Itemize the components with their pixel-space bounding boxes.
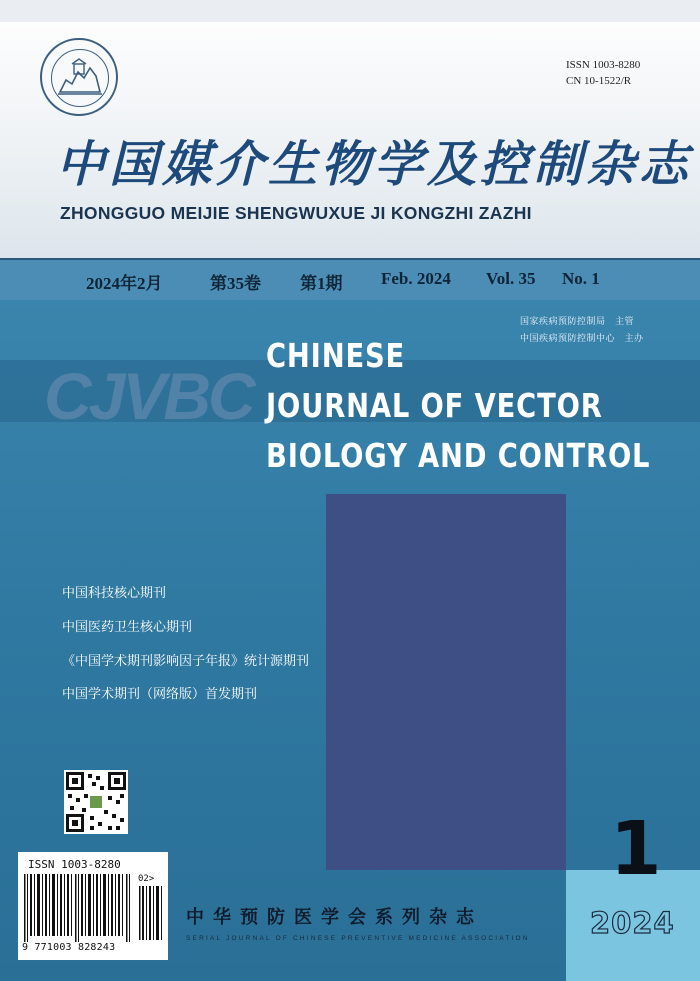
barcode-digits: 9 771003 828243 [22,942,116,953]
journal-title-pinyin: ZHONGGUO MEIJIE SHENGWUXUE JI KONGZHI ZAZHI [60,203,532,223]
journal-title-english-line3: BIOLOGY AND CONTROL [266,436,651,475]
top-strip [0,0,700,22]
cjvbc-watermark: CJVBC [44,359,253,433]
issue-year: 2024 [590,906,675,940]
barcode-issn: ISSN 1003-8280 [28,858,121,871]
journal-title-english-line1: CHINESE [266,336,406,375]
issue-volume-cn: 第35卷 [210,274,261,293]
issue-date-cn: 2024年2月 [86,274,163,293]
masthead [0,0,700,258]
issue-number: 1 [610,806,662,892]
issue-date-en: Feb. 2024 [381,269,451,288]
issn-cn-block [566,57,640,89]
issue-volume-en: Vol. 35 [486,269,536,288]
issn-small: ISSN 1003-8280 [566,59,641,71]
journal-title-english-line2: JOURNAL OF VECTOR [266,386,603,425]
series-title-english: SERIAL JOURNAL OF CHINESE PREVENTIVE MEDICINE ASSOCIATION [186,935,530,942]
barcode-addon: 02> [138,874,155,884]
qr-code [64,770,128,834]
barcode-bars [22,874,134,942]
feature-item: 中国学术期刊（网络版）首发期刊 [62,686,258,701]
feature-item: 中国医药卫生核心期刊 [62,619,193,634]
issue-number-cn: 第1期 [300,274,343,293]
issue-number-en: No. 1 [562,269,600,288]
sponsor-organizer: 中国疾病预防控制中心 主办 [520,333,644,343]
barcode-addon-bars [138,886,164,940]
great-wall-seal-icon [40,38,118,116]
series-title-chinese: 中华预防医学会系列杂志 [186,907,483,928]
barcode [18,852,168,960]
journal-title-chinese: 中国媒介生物学及控制杂志 [56,135,693,193]
cn-small: CN 10-1522/R [566,75,632,87]
issue-bar [0,258,700,302]
sponsor-supervisor: 国家疾病预防控制局 主管 [520,316,635,326]
feature-item: 《中国学术期刊影响因子年报》统计源期刊 [62,653,310,668]
navy-block [326,494,566,870]
feature-item: 中国科技核心期刊 [62,585,167,600]
